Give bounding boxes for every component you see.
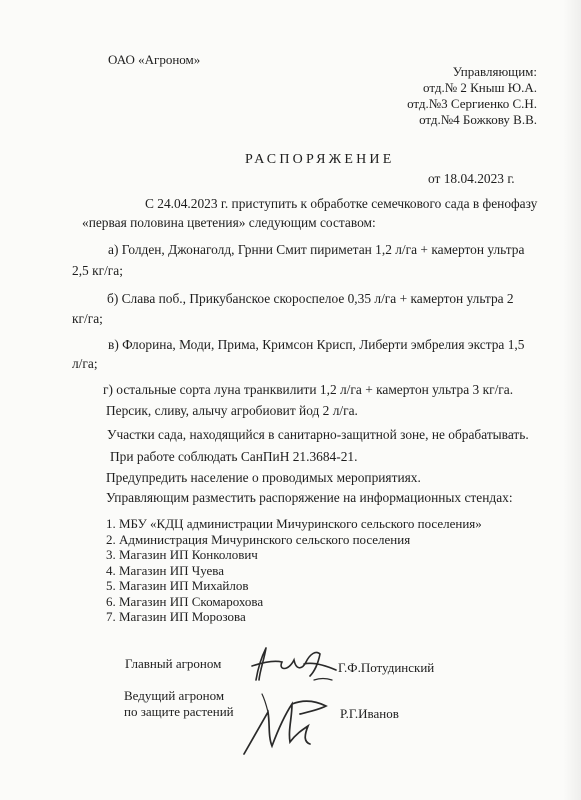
body-line-warn: Предупредить население о проводимых мероприятиях. xyxy=(106,470,421,485)
list-item: 5. Магазин ИП Михайлов xyxy=(106,578,249,593)
addressee-line: отд.№4 Божкову В.В. xyxy=(419,112,537,127)
addressee-line: отд.№ 2 Кныш Ю.А. xyxy=(423,80,537,95)
item-c-line-2: л/га; xyxy=(72,356,98,371)
list-item: 3. Магазин ИП Конколович xyxy=(106,547,258,562)
item-b-line-1: б) Слава поб., Прикубанское скороспелое 0,35 л/га + камертон ультра 2 xyxy=(107,291,514,306)
list-item: 4. Магазин ИП Чуева xyxy=(106,562,225,578)
body-intro-line-1: С 24.04.2023 г. приступить к обработке семечкового сада в фенофазу xyxy=(145,196,538,211)
body-line-post: Управляющим разместить распоряжение на информационных стендах: xyxy=(106,490,513,505)
stands-list xyxy=(106,516,482,625)
item-a-line-2: 2,5 кг/га; xyxy=(72,263,123,278)
lead-agronomist-title-line-2: по защите растений xyxy=(124,704,234,719)
addressee-block xyxy=(407,64,537,128)
document-title: РАСПОРЯЖЕНИЕ xyxy=(245,152,395,167)
item-d-line: г) остальные сорта луна транквилити 1,2 л/га + камертон ультра 3 кг/га. xyxy=(103,382,514,397)
list-item: 7. Магазин ИП Морозова xyxy=(106,609,246,624)
document-date: от 18.04.2023 г. xyxy=(428,171,515,186)
chief-signature-image xyxy=(244,640,344,684)
item-c-line-1: в) Флорина, Моди, Прима, Кримсон Крисп, Либерти эмбрелия экстра 1,5 xyxy=(108,337,525,352)
lead-agronomist-name: Р.Г.Иванов xyxy=(340,706,399,721)
addressee-heading: Управляющим: xyxy=(452,64,537,79)
chief-agronomist-title: Главный агроном xyxy=(125,656,222,671)
body-line-peach: Персик, сливу, алычу агробиовит йод 2 л/га. xyxy=(106,403,358,418)
page-edge-shadow xyxy=(563,0,581,800)
body-line-sanpin: При работе соблюдать СанПиН 21.3684-21. xyxy=(110,449,358,464)
chief-agronomist-name: Г.Ф.Потудинский xyxy=(338,660,435,675)
list-item: 2. Администрация Мичуринского сельского поселения xyxy=(106,531,411,547)
body-intro-line-2: «первая половина цветения» следующим составом: xyxy=(82,215,376,230)
organization-name: ОАО «Агроном» xyxy=(108,52,201,67)
addressee-line: отд.№3 Сергиенко С.Н. xyxy=(407,96,537,111)
item-b-line-2: кг/га; xyxy=(72,311,103,326)
lead-signature-image xyxy=(238,690,338,760)
body-line-sanitary: Участки сада, находящийся в санитарно-защитной зоне, не обрабатывать. xyxy=(107,427,529,442)
lead-agronomist-title-line-1: Ведущий агроном xyxy=(124,688,225,703)
list-item: 1. МБУ «КДЦ администрации Мичуринского сельского поселения» xyxy=(106,516,482,531)
item-a-line-1: а) Голден, Джонаголд, Грнни Смит пириметан 1,2 л/га + камертон ультра xyxy=(108,242,525,257)
list-item: 6. Магазин ИП Скомарохова xyxy=(106,593,264,609)
